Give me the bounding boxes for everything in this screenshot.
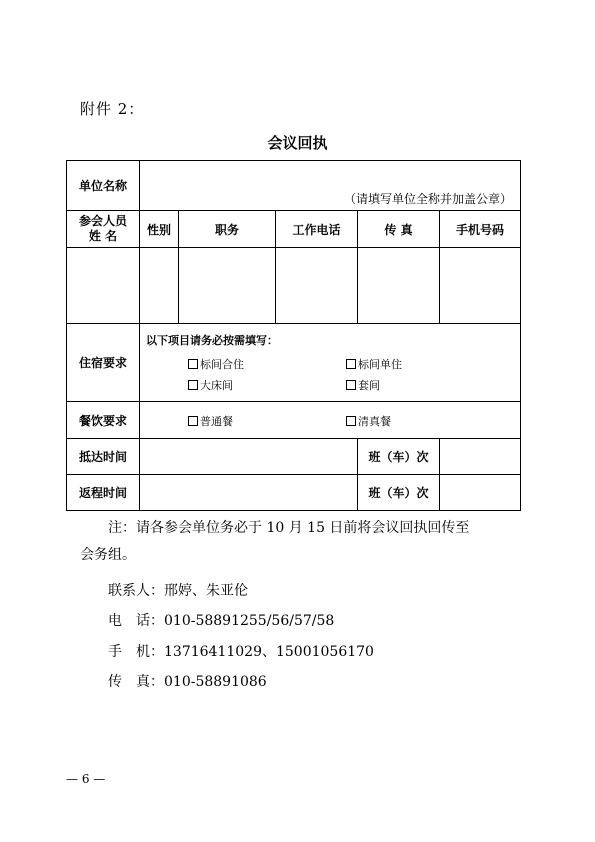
note-text bbox=[80, 515, 520, 569]
contact-person: 联系人：邢婷、朱亚伦 bbox=[108, 583, 248, 599]
dining-options-cell bbox=[140, 402, 521, 439]
lodging-options-cell bbox=[140, 324, 521, 402]
column-header-fax: 传 真 bbox=[358, 211, 440, 248]
attendee-label-line1: 参会人员 bbox=[78, 214, 127, 228]
attendee-label-line2: 姓 名 bbox=[88, 229, 118, 243]
column-header-gender: 性别 bbox=[140, 211, 179, 248]
dining-label: 餐饮要求 bbox=[67, 402, 140, 439]
return-time-label: 返程时间 bbox=[67, 475, 140, 511]
mobile-cell[interactable] bbox=[440, 248, 521, 324]
checkbox-icon bbox=[346, 416, 356, 426]
attendee-name-header bbox=[67, 211, 140, 248]
checkbox-icon bbox=[188, 416, 198, 426]
attachment-label: 附件 2： bbox=[80, 100, 145, 118]
attendee-name-cell[interactable] bbox=[67, 248, 140, 324]
checkbox-icon bbox=[188, 380, 198, 390]
checkbox-icon bbox=[346, 380, 356, 390]
return-train-field[interactable] bbox=[440, 475, 521, 511]
column-header-work-phone: 工作电话 bbox=[276, 211, 358, 248]
reply-form bbox=[66, 160, 521, 511]
gender-cell[interactable] bbox=[140, 248, 179, 324]
note-line2: 会务组。 bbox=[80, 547, 136, 563]
fax-cell[interactable] bbox=[358, 248, 440, 324]
option-king-room[interactable]: 大床间 bbox=[188, 377, 233, 393]
unit-name-label: 单位名称 bbox=[67, 161, 140, 211]
page-title: 会议回执 bbox=[267, 134, 328, 152]
unit-name-note: （请填写单位全称并加盖公章） bbox=[344, 192, 513, 206]
lodging-label: 住宿要求 bbox=[67, 324, 140, 402]
arrival-train-label: 班（车）次 bbox=[358, 439, 440, 475]
column-header-position: 职务 bbox=[179, 211, 276, 248]
contact-mobile: 手 机：13716411029、15001056170 bbox=[108, 644, 374, 660]
page-number: — 6 — bbox=[66, 772, 106, 786]
checkbox-icon bbox=[346, 359, 356, 369]
arrival-train-field[interactable] bbox=[440, 439, 521, 475]
option-halal-meal[interactable]: 清真餐 bbox=[346, 413, 391, 429]
return-time-field[interactable] bbox=[140, 475, 358, 511]
unit-name-field[interactable] bbox=[140, 161, 521, 211]
option-regular-meal[interactable]: 普通餐 bbox=[188, 413, 233, 429]
option-suite[interactable]: 套间 bbox=[346, 377, 380, 393]
column-header-mobile: 手机号码 bbox=[440, 211, 521, 248]
return-train-label: 班（车）次 bbox=[358, 475, 440, 511]
lodging-intro: 以下项目请务必按需填写： bbox=[146, 334, 278, 347]
option-twin-shared[interactable]: 标间合住 bbox=[188, 356, 244, 372]
contact-fax: 传 真：010-58891086 bbox=[108, 674, 267, 690]
position-cell[interactable] bbox=[179, 248, 276, 324]
work-phone-cell[interactable] bbox=[276, 248, 358, 324]
option-twin-single[interactable]: 标间单住 bbox=[346, 356, 402, 372]
arrival-time-field[interactable] bbox=[140, 439, 358, 475]
note-line1: 注：请各参会单位务必于 10 月 15 日前将会议回执回传至 bbox=[108, 520, 470, 536]
checkbox-icon bbox=[188, 359, 198, 369]
contact-phone: 电 话：010-58891255/56/57/58 bbox=[108, 613, 335, 629]
arrival-time-label: 抵达时间 bbox=[67, 439, 140, 475]
